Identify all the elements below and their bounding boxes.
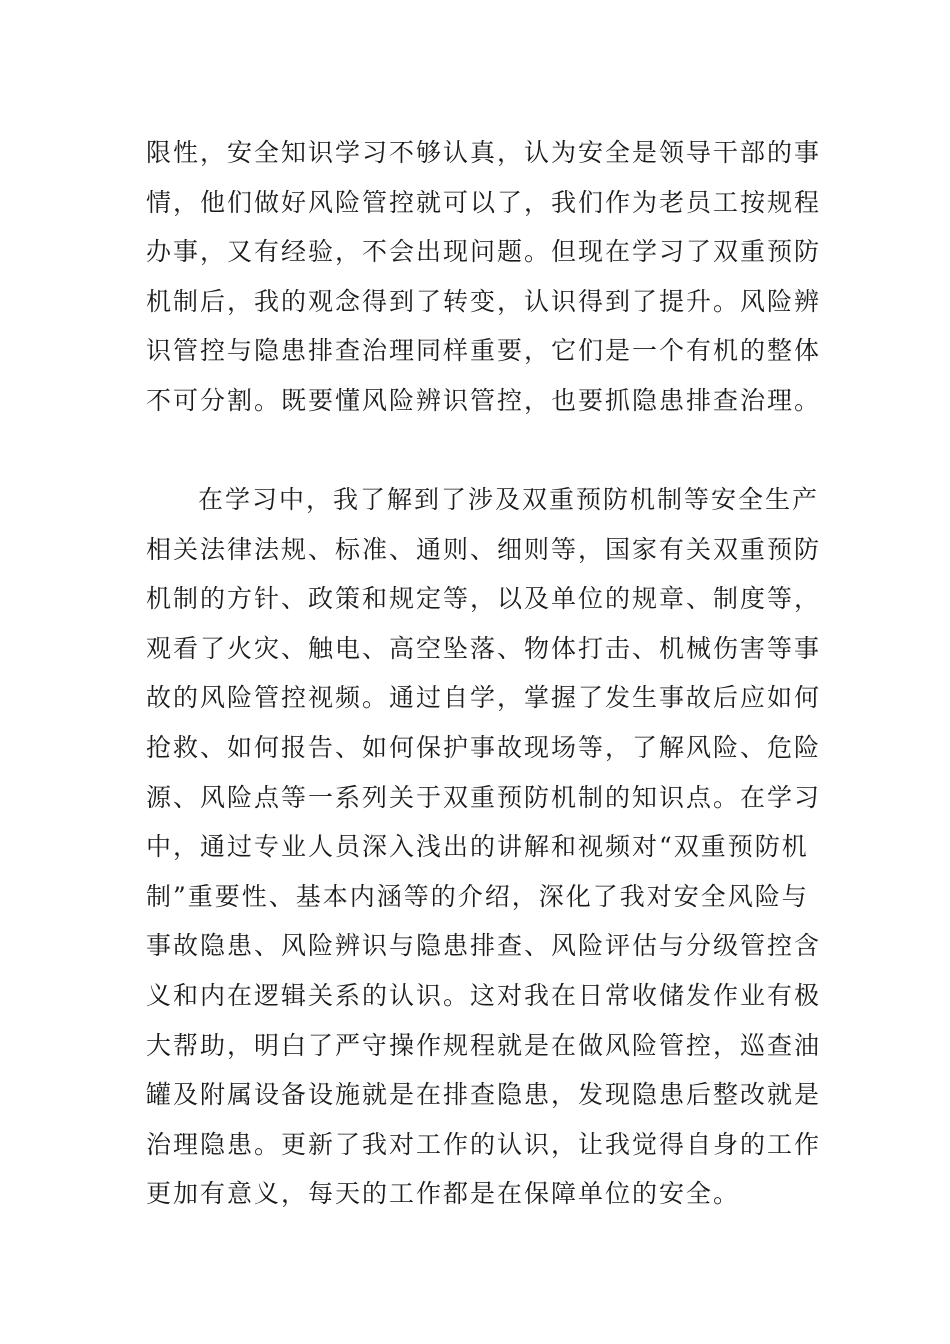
paragraph-line: 识管控与隐患排查治理同样重要，它们是一个有机的整体 — [146, 336, 822, 366]
paragraph-line: 在学习中，我了解到了涉及双重预防机制等安全生产 — [198, 485, 820, 514]
paragraph-line: 不可分割。既要懂风险辨识管控，也要抓隐患排查治理。 — [146, 385, 822, 415]
paragraph-line: 大帮助，明白了严守操作规程就是在做风险管控，巡查油 — [146, 1030, 822, 1060]
paragraph-line: 相关法律法规、标准、通则、细则等，国家有关双重预防 — [146, 534, 822, 564]
paragraph-line: 源、风险点等一系列关于双重预防机制的知识点。在学习 — [146, 782, 822, 812]
paragraph-line: 限性，安全知识学习不够认真，认为安全是领导干部的事 — [146, 138, 822, 167]
paragraph-2 — [146, 475, 822, 1219]
paragraph-line: 制”重要性、基本内涵等的介绍，深化了我对安全风险与 — [146, 881, 809, 911]
paragraph-line: 中，通过专业人员深入浅出的讲解和视频对“双重预防机 — [146, 832, 809, 862]
paragraph-line: 义和内在逻辑关系的认识。这对我在日常收储发作业有极 — [146, 980, 822, 1010]
paragraph-line: 更加有意义，每天的工作都是在保障单位的安全。 — [146, 1179, 741, 1209]
paragraph-line: 观看了火灾、触电、高空坠落、物体打击、机械伤害等事 — [146, 633, 822, 663]
paragraph-line: 机制的方针、政策和规定等，以及单位的规章、制度等， — [146, 584, 822, 614]
paragraph-line: 罐及附属设备设施就是在排查隐患，发现隐患后整改就是 — [146, 1080, 822, 1110]
paragraph-line: 治理隐患。更新了我对工作的认识，让我觉得自身的工作 — [146, 1129, 822, 1159]
paragraph-line: 事故隐患、风险辨识与隐患排查、风险评估与分级管控含 — [146, 931, 822, 961]
paragraph-1 — [146, 128, 822, 426]
paragraph-line: 机制后，我的观念得到了转变，认识得到了提升。风险辨 — [146, 286, 822, 316]
paragraph-line: 故的风险管控视频。通过自学，掌握了发生事故后应如何 — [146, 683, 822, 713]
paragraph-line: 情，他们做好风险管控就可以了，我们作为老员工按规程 — [146, 187, 822, 217]
paragraph-line: 办事，又有经验，不会出现问题。但现在学习了双重预防 — [146, 237, 822, 267]
paragraph-line: 抢救、如何报告、如何保护事故现场等，了解风险、危险 — [146, 732, 822, 762]
